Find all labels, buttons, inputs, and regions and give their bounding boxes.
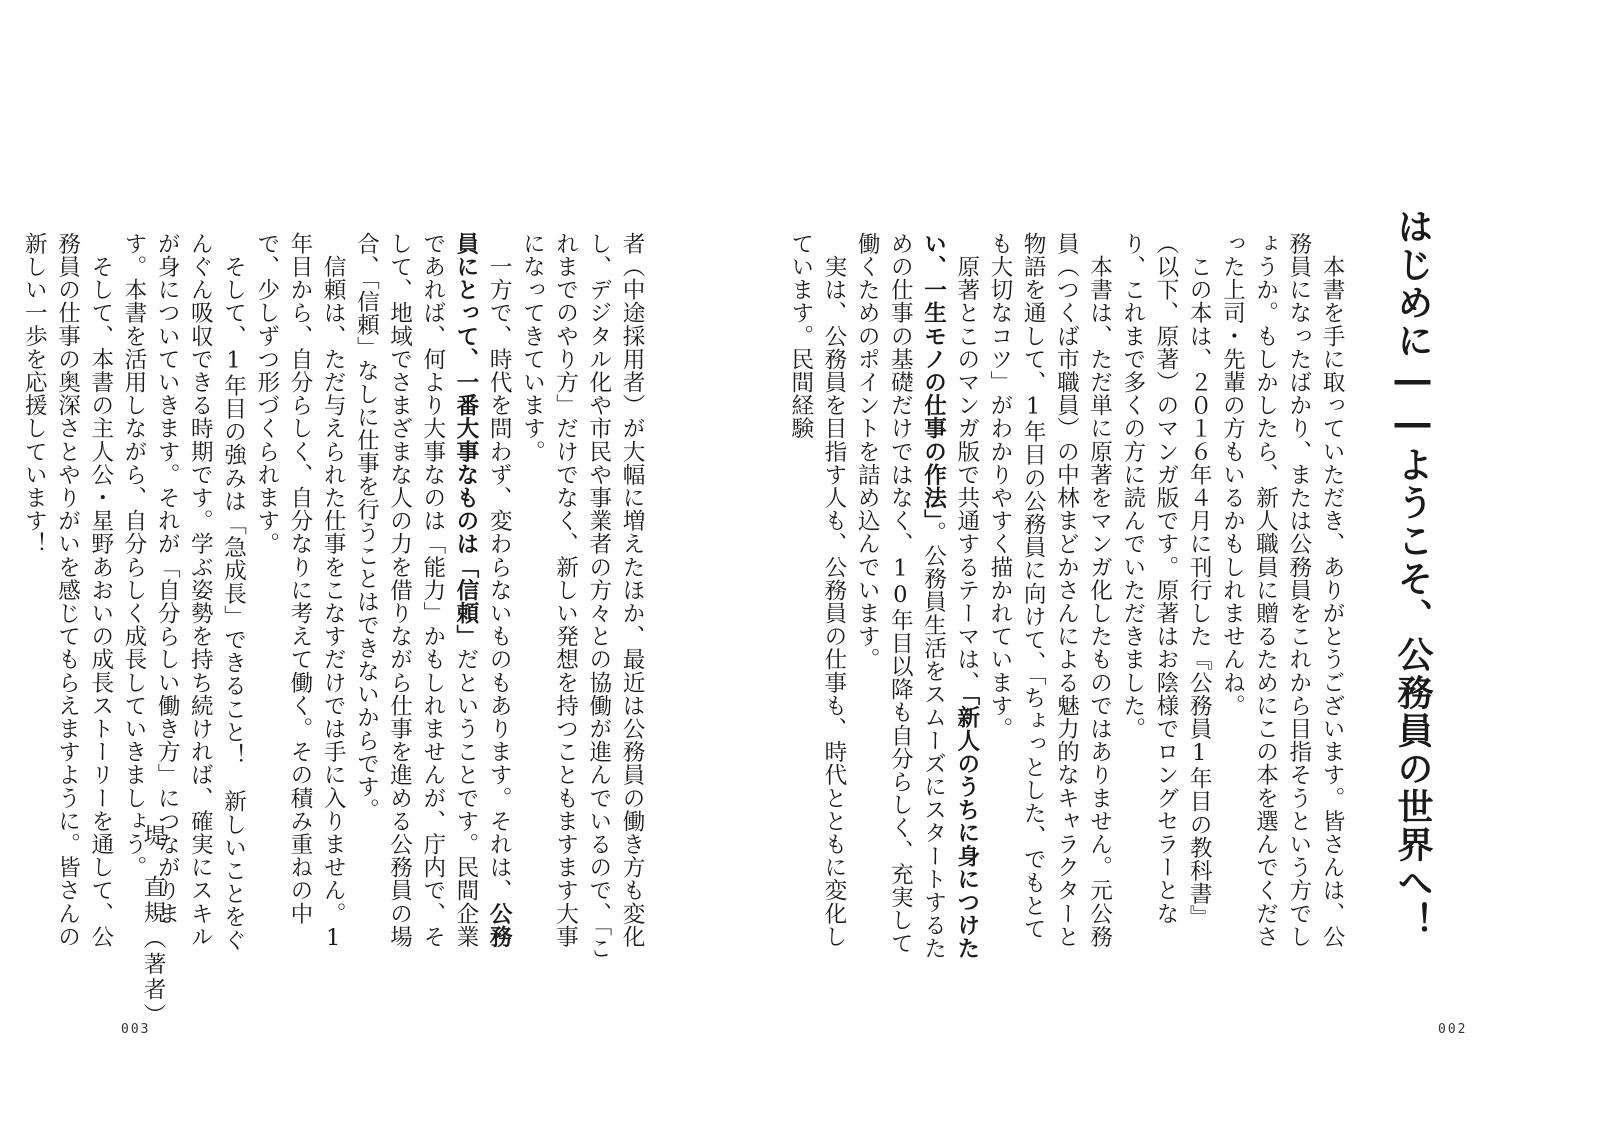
right-paragraph-2: この本は、２０１６年４月に刊行した『公務員1年目の教科書』（以下、原著）のマンガ版です。原著はお陰様でロングセラーとなり、これまで多くの方に読んでいただきました。 <box>1119 232 1213 929</box>
left-paragraph-3: 信頼は、ただ与えられた仕事をこなすだけでは手に入りません。1年目から、自分らしく、自分なりに考えて働く。その積み重ねの中で、少しずつ形づくられます。 <box>253 232 347 952</box>
page-number-left: 003 <box>121 1022 151 1037</box>
left-paragraph-2-cont: だということです。民間企業であれば、何より大事なのは「能力」かもしれませんが、庁内で、そして、地域でさまざまな人の力を借りながら仕事を進める公務員の場合、「信頼」なしに仕事を行うことはできないからです。 <box>353 232 479 949</box>
right-emphasis-manners: 「新人のうちに身につけたい、一生モノの仕事の作法」 <box>920 232 980 960</box>
left-paragraph-4: そして、1年目の強みは「急成長」できること！ 新しいことをぐんぐん吸収できる時期です。学ぶ姿勢を持ち続ければ、確実にスキルが身についていきます。それが「自分らしい働き方」につながります。本書を活用しながら、自分らしく成長していきましょう。 <box>120 232 247 952</box>
right-paragraph-4-cont: 。公務員生活をスムーズにスタートするための仕事の基礎だけではなく、10年目以降も自分らしく、充実して働くためのポイントを詰め込んでいます。 <box>854 232 947 960</box>
right-paragraph-1: 本書を手に取っていただき、ありがとうございます。皆さんは、公務員になったばかり、または公務員をこれから目指そうという方でしょうか。もしかしたら、新人職員に贈るためにこの本を選んでくださった上司・先輩の方もいるかもしれませんね。 <box>1219 232 1345 949</box>
right-page-body <box>787 232 1348 962</box>
left-emphasis-trust: 公務員にとって、一番大事なものは「信頼」 <box>452 232 513 949</box>
page-number-right: 002 <box>1438 1022 1468 1037</box>
left-paragraph-2: 一方で、時代を問わず、変わらないものもあります。それは、 <box>486 255 513 902</box>
right-paragraph-4: 原著とこのマンガ版で共通するテーマは、 <box>953 255 980 695</box>
left-paragraph-5: そして、本書の主人公・星野あおいの成長ストーリーを通して、公務員の仕事の奥深さとやりがいを感じてもらえますように。皆さんの新しい一歩を応援しています！ <box>21 232 114 949</box>
chapter-title: はじめに――ようこそ、公務員の世界へ！ <box>1392 208 1433 940</box>
author-signature: 堤 直規（著者） <box>140 824 166 1029</box>
right-paragraph-5: 実は、公務員を目指す人も、公務員の仕事も、時代とともに変化しています。民間経験 <box>787 232 847 949</box>
right-paragraph-3: 本書は、ただ単に原著をマンガ化したものではありません。元公務員（つくば市職員）の中林まどかさんによる魅力的なキャラクターと物語を通して、1年目の公務員に向けて、「ちょっとした、でもとても大切なコツ」がわかりやすく描かれています。 <box>986 232 1113 949</box>
right-page <box>787 0 1600 1130</box>
left-paragraph-1: 者（中途採用者）が大幅に増えたほか、最近は公務員の働き方も変化し、デジタル化や市民や事業者の方々との協働が進んでいるので、「これまでのやり方」だけでなく、新しい発想を持つこともますます大事になってきています。 <box>519 232 645 960</box>
